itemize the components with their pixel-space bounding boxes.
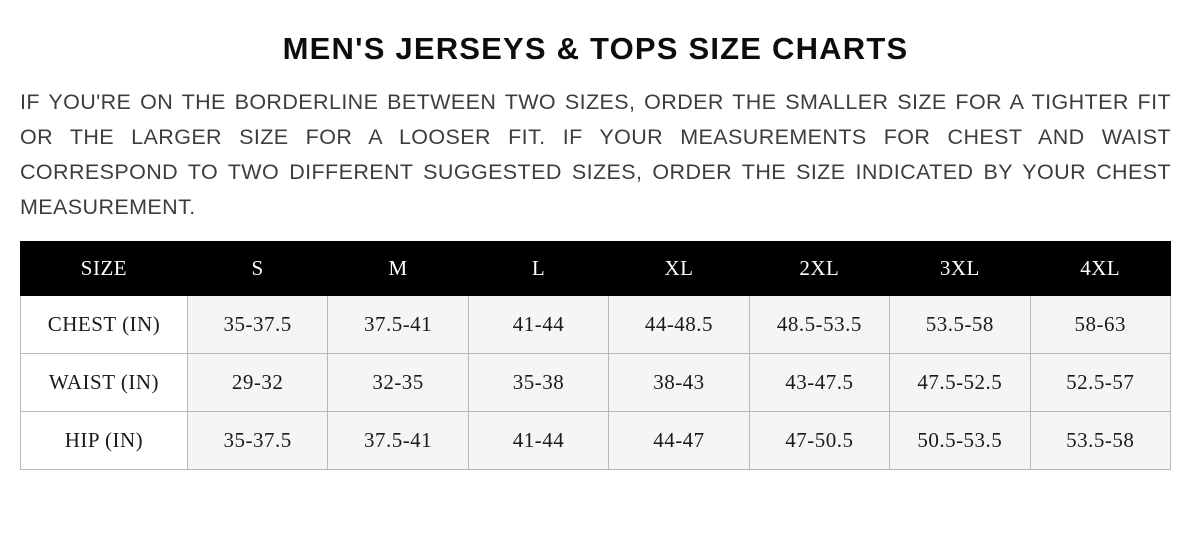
size-chart-table [20,241,1171,470]
cell-hip-xl: 44-47 [609,411,749,469]
table-header-row [21,241,1171,295]
cell-hip-s: 35-37.5 [187,411,327,469]
cell-chest-m: 37.5-41 [328,295,468,353]
cell-chest-xl: 44-48.5 [609,295,749,353]
table-header [21,241,1171,295]
table-body [21,295,1171,469]
cell-hip-m: 37.5-41 [328,411,468,469]
column-header-3xl: 3XL [890,241,1030,295]
page-title: MEN'S JERSEYS & TOPS SIZE CHARTS [282,31,909,66]
size-chart-table-wrapper [20,241,1171,470]
intro-paragraph: IF YOU'RE ON THE BORDERLINE BETWEEN TWO SIZES, ORDER THE SMALLER SIZE FOR A TIGHTER FIT OR THE LARGER SIZE FOR A LOOSER FIT. IF YOUR MEASUREMENTS FOR CHEST AND WAIST CORRESPOND TO TWO DIFFERENT SUGGESTED SIZES, ORDER THE SIZE INDICATED BY YOUR CHEST MEASUREMENT. [20,90,1171,219]
column-header-m: M [328,241,468,295]
column-header-s: S [187,241,327,295]
row-label-hip: HIP (IN) [21,411,188,469]
cell-waist-3xl: 47.5-52.5 [890,353,1030,411]
cell-chest-3xl: 53.5-58 [890,295,1030,353]
cell-waist-4xl: 52.5-57 [1030,353,1170,411]
cell-waist-2xl: 43-47.5 [749,353,889,411]
cell-hip-2xl: 47-50.5 [749,411,889,469]
cell-hip-3xl: 50.5-53.5 [890,411,1030,469]
cell-waist-l: 35-38 [468,353,608,411]
cell-waist-xl: 38-43 [609,353,749,411]
column-header-2xl: 2XL [749,241,889,295]
row-label-chest: CHEST (IN) [21,295,188,353]
column-header-4xl: 4XL [1030,241,1170,295]
column-header-l: L [468,241,608,295]
row-label-waist: WAIST (IN) [21,353,188,411]
cell-hip-4xl: 53.5-58 [1030,411,1170,469]
table-row [21,295,1171,353]
cell-chest-2xl: 48.5-53.5 [749,295,889,353]
cell-chest-l: 41-44 [468,295,608,353]
table-row [21,411,1171,469]
column-header-size: SIZE [21,241,188,295]
cell-waist-m: 32-35 [328,353,468,411]
cell-hip-l: 41-44 [468,411,608,469]
cell-waist-s: 29-32 [187,353,327,411]
cell-chest-4xl: 58-63 [1030,295,1170,353]
column-header-xl: XL [609,241,749,295]
table-row [21,353,1171,411]
cell-chest-s: 35-37.5 [187,295,327,353]
size-chart-page [0,30,1191,540]
